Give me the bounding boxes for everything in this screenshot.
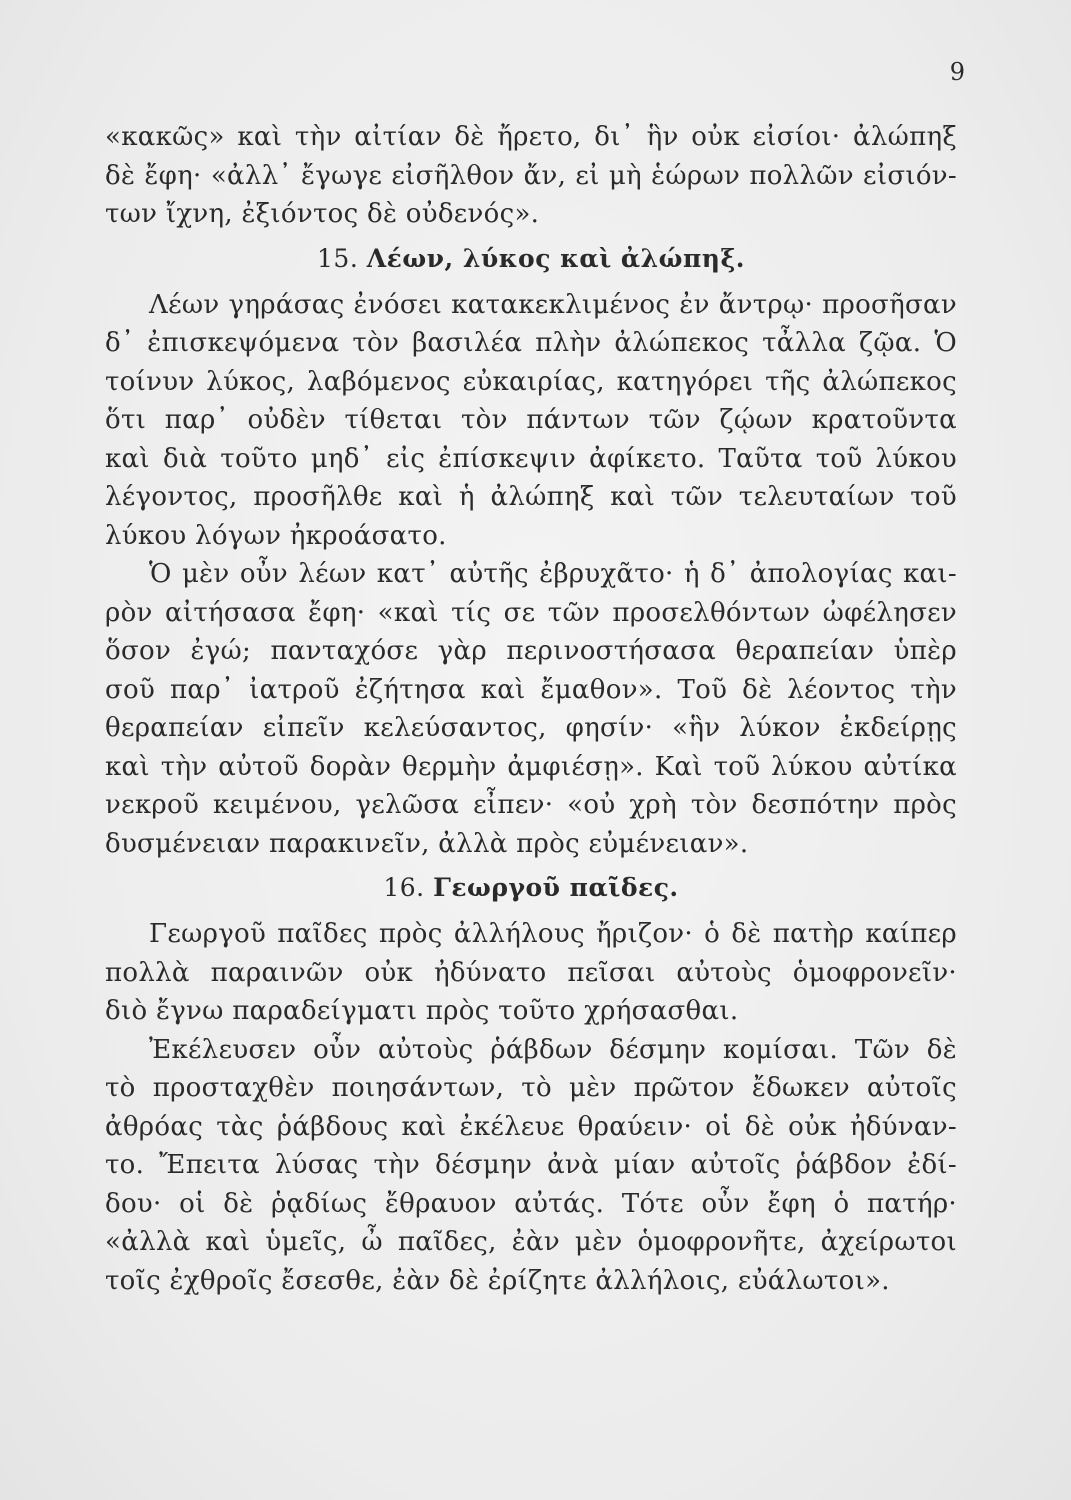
text-body <box>105 118 957 1300</box>
text-line: σοῦ παρ᾿ ἰατροῦ ἐζήτησα καὶ ἔμαθον». Τοῦ δὲ λέοντος τὴν <box>105 674 957 705</box>
section-title: Λέων, λύκος καὶ ἀλώπηξ. <box>366 243 745 273</box>
text-line: Γεωργοῦ παῖδες πρὸς ἀλλήλους ἤριζον· ὁ δὲ πατὴρ καίπερ <box>149 919 957 949</box>
text-line: Ὁ μὲν οὖν λέων κατ᾿ αὐτῆς ἐβρυχᾶτο· ἡ δ᾿ ἀπολογίας και- <box>149 559 957 589</box>
text-line: «κακῶς» καὶ τὴν αἰτίαν δὲ ἤρετο, δι᾿ ἣν οὐκ εἰσίοι· ἀλώπηξ <box>105 122 957 152</box>
text-line: καὶ διὰ τοῦτο μηδ᾿ εἰς ἐπίσκεψιν ἀφίκετο. Ταῦτα τοῦ λύκου <box>105 443 957 474</box>
text-line: τοῖς ἐχθροῖς ἔσεσθε, ἐὰν δὲ ἐρίζητε ἀλλήλοις, εὐάλωτοι». <box>105 1265 890 1296</box>
text-line: των ἴχνη, ἐξιόντος δὲ οὐδενός». <box>105 199 540 229</box>
text-line: ὅσον ἐγώ; πανταχόσε γὰρ περινοστήσασα θεραπείαν ὑπὲρ <box>105 636 957 666</box>
text-line: δου· οἱ δὲ ῥᾳδίως ἔθραυον αὐτάς. Τότε οὖν ἔφη ὁ πατήρ· <box>105 1188 957 1219</box>
text-line: πολλὰ παραινῶν οὐκ ἠδύνατο πεῖσαι αὐτοὺς ὁμοφρονεῖν· <box>105 957 957 988</box>
text-line: λύκου λόγων ἠκροάσατο. <box>105 520 447 551</box>
text-line: ὅτι παρ᾿ οὐδὲν τίθεται τὸν πάντων τῶν ζῴων κρατοῦντα <box>105 405 957 435</box>
section-number: 16. <box>383 873 425 902</box>
text-line: καὶ τὴν αὐτοῦ δορὰν θερμὴν ἀμφιέσῃ». Καὶ τοῦ λύκου αὐτίκα <box>105 751 957 782</box>
section-title: Γεωργοῦ παῖδες. <box>433 873 679 902</box>
text-line: δὲ ἔφη· «ἀλλ᾿ ἔγωγε εἰσῆλθον ἄν, εἰ μὴ ἑώρων πολλῶν εἰσιόν- <box>105 160 957 191</box>
section-heading <box>105 863 957 915</box>
text-line: θεραπείαν εἰπεῖν κελεύσαντος, φησίν· «ἣν λύκον ἐκδείρῃς <box>105 713 957 743</box>
text-line: το. Ἔπειτα λύσας τὴν δέσμην ἀνὰ μίαν αὐτοῖς ῥάβδον ἐδί- <box>105 1150 957 1180</box>
text-line: νεκροῦ κειμένου, γελῶσα εἶπεν· «οὐ χρὴ τὸν δεσπότην πρὸς <box>105 790 957 820</box>
text-line: ἀθρόας τὰς ῥάβδους καὶ ἐκέλευε θραύειν· οἱ δὲ οὐκ ἠδύναν- <box>105 1111 957 1142</box>
section-heading <box>105 234 957 286</box>
text-line: διὸ ἔγνω παραδείγματι πρὸς τοῦτο χρήσασθαι. <box>105 996 739 1026</box>
text-line: δ᾿ ἐπισκεψόμενα τὸν βασιλέα πλὴν ἀλώπεκος τἆλλα ζῷα. Ὁ <box>105 328 957 358</box>
text-line: δυσμένειαν παρακινεῖν, ἀλλὰ πρὸς εὐμένειαν». <box>105 828 749 859</box>
page-number: 9 <box>949 58 965 86</box>
text-line: τὸ προσταχθὲν ποιησάντων, τὸ μὲν πρῶτον ἔδωκεν αὐτοῖς <box>105 1073 957 1103</box>
text-line: τοίνυν λύκος, λαβόμενος εὐκαιρίας, κατηγόρει τῆς ἀλώπεκος <box>105 366 957 397</box>
section-number: 15. <box>317 243 359 273</box>
text-line: Ἐκέλευσεν οὖν αὐτοὺς ῥάβδων δέσμην κομίσαι. Τῶν δὲ <box>149 1034 957 1065</box>
text-line: Λέων γηράσας ἐνόσει κατακεκλιμένος ἐν ἄντρῳ· προσῆσαν <box>149 289 957 320</box>
text-line: ρὸν αἰτήσασα ἔφη· «καὶ τίς σε τῶν προσελθόντων ὠφέλησεν <box>105 597 957 628</box>
text-line: «ἀλλὰ καὶ ὑμεῖς, ὦ παῖδες, ἐὰν μὲν ὁμοφρονῆτε, ἀχείρωτοι <box>105 1227 957 1257</box>
text-line: λέγοντος, προσῆλθε καὶ ἡ ἀλώπηξ καὶ τῶν τελευταίων τοῦ <box>105 482 957 512</box>
